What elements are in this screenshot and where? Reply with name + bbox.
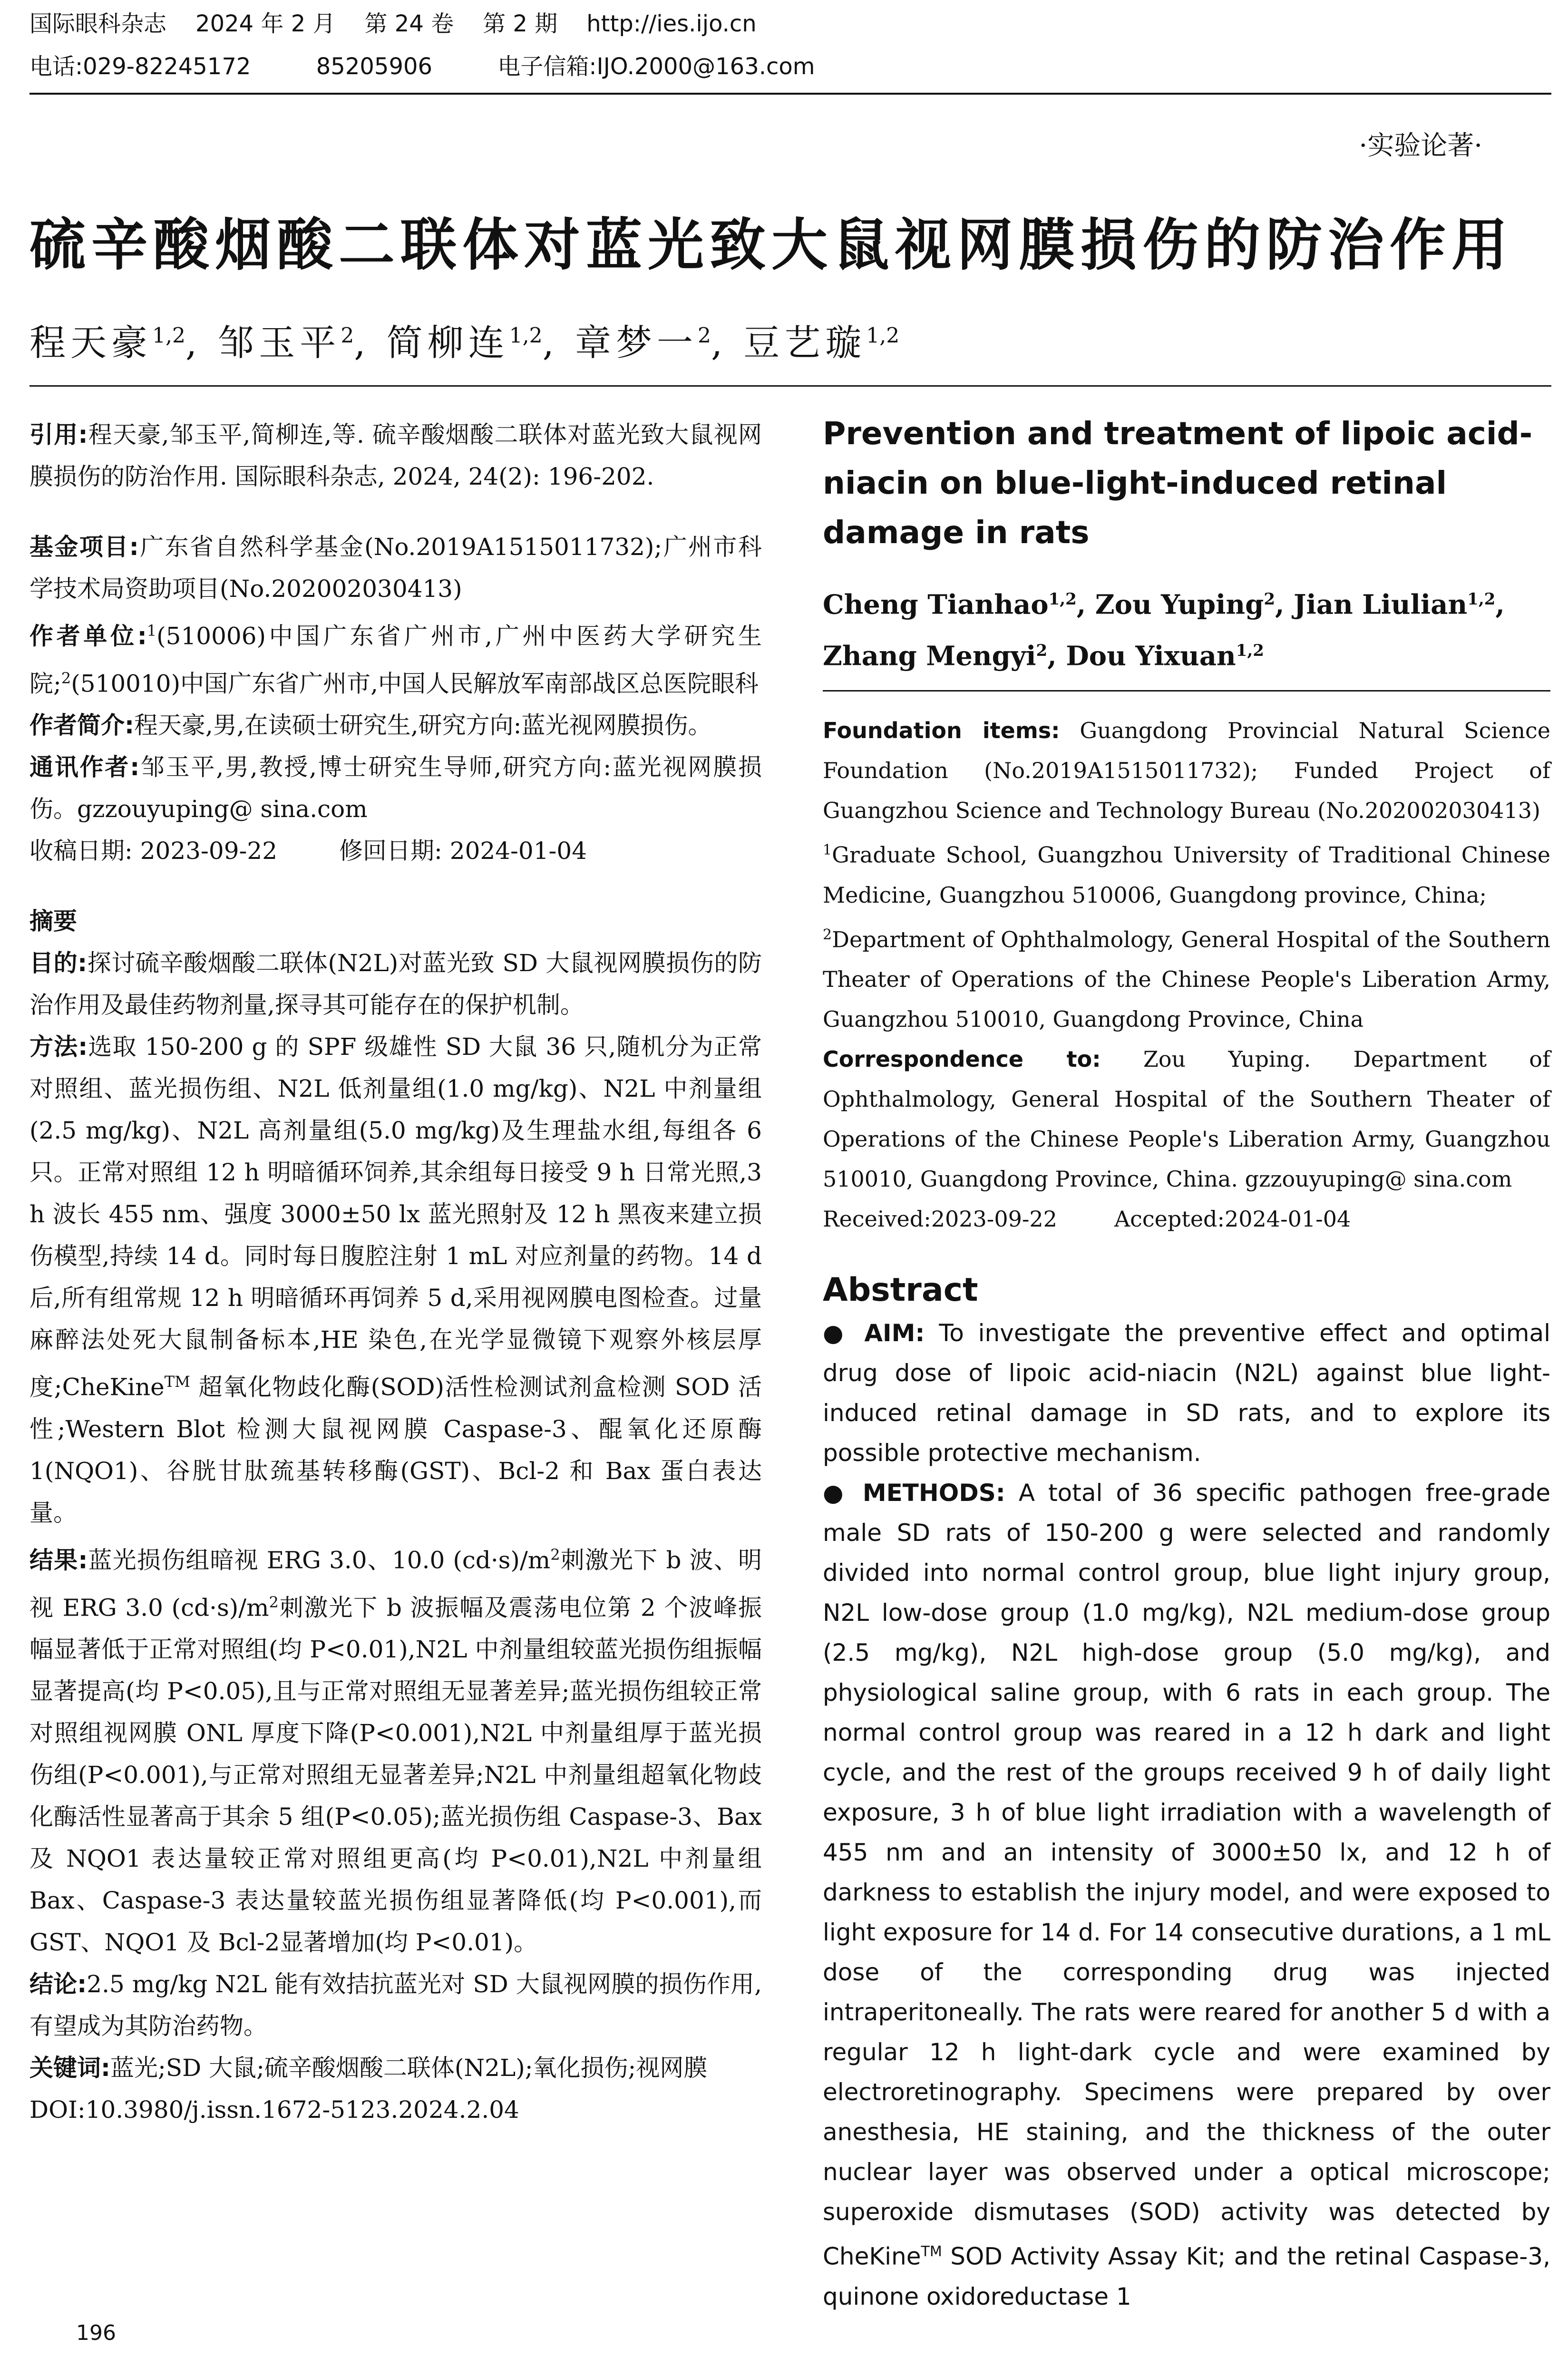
- author-affiliation-mark: 2: [1036, 641, 1048, 660]
- title-rule: [29, 385, 1551, 387]
- article-title: 硫辛酸烟酸二联体对蓝光致大鼠视网膜损伤的防治作用: [29, 212, 1514, 278]
- abstract-methods-en: ● METHODS: A total of 36 specific pathogen free-grade male SD rats of 150-200 g were selected and randomly divided into normal control group, blue light injury group, N2L low-dose group (1.0 mg/kg), N2L medium-dose group (2.5 mg/kg), N2L high-dose group (5.0 mg/kg), and physiological saline group, with 6 rats in each group. The normal control group was reared in a 12 h dark and light cycle, and the rest of the groups received 9 h of daily light exposure, 3 h of blue light irradiation with a wavelength of 455 nm and an intensity of 3000±50 lx, and 12 h of darkness to establish the injury model, and were exposed to light exposure for 14 d. For 14 consecutive durations, a 1 mL dose of the corresponding drug was injected intraperitoneally. The rats were reared for another 5 d with a regular 12 h light-dark cycle and were examined by electroretinography. Specimens were prepared by over anesthesia, HE staining, and the thickness of the outer nuclear layer was observed under a optical microscope; superoxide dismutases (SOD) activity was detected by CheKine™ SOD Activity Assay Kit; and the retinal Caspase-3, quinone oxidoreductase 1: [823, 1479, 1550, 2310]
- author-name: 邹玉平: [218, 321, 341, 364]
- author-name: Zou Yuping: [1095, 589, 1264, 621]
- correspondence: Correspondence to: Zou Yuping. Department of Ophthalmology, General Hospital of the Southern Theater of Operations of the Chinese People's Liberation Army, Guangzhou 510010, Guangdong Province, China. gzzouyuping@ sina.com: [823, 1046, 1550, 1192]
- header-line-2: 电话:029-82245172 85205906 电子信箱:IJO.2000@163.com: [29, 53, 815, 80]
- author-affiliation-mark: 1,2: [1048, 590, 1077, 609]
- citation: 引用:程天豪,邹玉平,简柳连,等. 硫辛酸烟酸二联体对蓝光致大鼠视网膜损伤的防治作用. 国际眼科杂志, 2024, 24(2): 196-202.: [29, 421, 762, 490]
- foundation-items: Foundation items: Guangdong Provincial Natural Science Foundation (No.2019A1515011732); Funded Project of Guangzhou Science and Technology Bureau (No.202002030413): [823, 718, 1550, 824]
- author-name: 简柳连: [386, 321, 509, 364]
- english-dates: Received:2023-09-22 Accepted:2024-01-04: [823, 1206, 1351, 1232]
- abstract-heading-en: Abstract: [823, 1271, 978, 1309]
- left-column: [29, 414, 762, 2131]
- dates: 收稿日期: 2023-09-22 修回日期: 2024-01-04: [29, 837, 587, 865]
- corresponding-author: 通讯作者:邹玉平,男,教授,博士研究生导师,研究方向:蓝光视网膜损伤。gzzouyuping@ sina.com: [29, 753, 762, 823]
- keywords-cn: 关键词:蓝光;SD 大鼠;硫辛酸烟酸二联体(N2L);氧化损伤;视网膜: [29, 2054, 708, 2082]
- abstract-aim-cn: 目的:探讨硫辛酸烟酸二联体(N2L)对蓝光致 SD 大鼠视网膜损伤的防治作用及最佳药物剂量,探寻其可能存在的保护机制。: [29, 949, 762, 1019]
- doi[interactable]: DOI:10.3980/j.issn.1672-5123.2024.2.04: [29, 2096, 519, 2124]
- author-affiliation-mark: 1,2: [509, 323, 543, 348]
- author-name: 章梦一: [575, 321, 698, 364]
- header-rule: [29, 93, 1551, 95]
- author-name: 程天豪: [29, 321, 152, 364]
- author-bio: 作者简介:程天豪,男,在读硕士研究生,研究方向:蓝光视网膜损伤。: [29, 711, 712, 740]
- author-affiliation-mark: 1,2: [1467, 590, 1496, 609]
- abstract-heading-cn: 摘要: [29, 907, 77, 935]
- author-affiliation-mark: 2: [697, 323, 711, 348]
- author-name: Zhang Mengyi: [823, 640, 1036, 672]
- author-list-en: Cheng Tianhao$^{1,2}$, Zou Yuping$^2$, Jian Liulian$^{1,2}$, Zhang Mengyi$^2$, Dou Yixuan$^{1,2}$: [823, 589, 1505, 672]
- affiliation-1: $^1$Graduate School, Guangzhou University of Traditional Chinese Medicine, Guangzhou 510006, Guangdong province, China;: [823, 842, 1550, 908]
- affiliation-2: $^2$Department of Ophthalmology, General Hospital of the Southern Theater of Operations of the Chinese People's Liberation Army, Guangzhou 510010, Guangdong Province, China: [823, 926, 1550, 1032]
- right-column: [823, 409, 1550, 2317]
- abstract-conclusion-cn: 结论:2.5 mg/kg N2L 能有效拮抗蓝光对 SD 大鼠视网膜的损伤作用,有望成为其防治药物。: [29, 1970, 762, 2040]
- abstract-methods-cn: 方法:选取 150-200 g 的 SPF 级雄性 SD 大鼠 36 只,随机分为正常对照组、蓝光损伤组、N2L 低剂量组(1.0 mg/kg)、N2L 中剂量组(2.5 mg/kg)、N2L 高剂量组(5.0 mg/kg)及生理盐水组,每组各 6 只。正常对照组 12 h 明暗循环饲养,其余组每日接受 9 h 日常光照,3 h 波长 455 nm、强度 3000±50 lx 蓝光照射及 12 h 黑夜来建立损伤模型,持续 14 d。同时每日腹腔注射 1 mL 对应剂量的药物。14 d后,所有组常规 12 h 明暗循环再饲养 5 d,采用视网膜电图检查。过量麻醉法处死大鼠制备标本,HE 染色,在光学显微镜下观察外核层厚度;CheKine™ 超氧化物歧化酶(SOD)活性检测试剂盒检测 SOD 活性;Western Blot 检测大鼠视网膜 Caspase-3、醌氧化还原酶 1(NQO1)、谷胱甘肽巯基转移酶(GST)、Bcl-2 和 Bax 蛋白表达量。: [29, 1033, 762, 1527]
- author-name: 豆艺璇: [743, 321, 867, 364]
- author-affiliation-mark: 1,2: [866, 323, 900, 348]
- author-affiliation-mark: 1,2: [1236, 641, 1264, 660]
- article-category: ·实验论著·: [1359, 130, 1482, 161]
- author-units: 作者单位:$^1$(510006)中国广东省广州市,广州中医药大学研究生院;$^2$(510010)中国广东省广州市,中国人民解放军南部战区总医院眼科: [29, 622, 762, 698]
- author-affiliation-mark: 1,2: [152, 323, 185, 348]
- author-list-cn: 程天豪$^{1,2}$, 邹玉平$^2$, 简柳连$^{1,2}$, 章梦一$^2$, 豆艺璇$^{1,2}$: [29, 321, 900, 364]
- page-number: 196: [76, 2321, 116, 2345]
- english-front-matter: [823, 711, 1550, 1239]
- author-name: Cheng Tianhao: [823, 589, 1049, 621]
- author-affiliation-mark: 2: [341, 323, 354, 348]
- header-line-1: 国际眼科杂志 2024 年 2 月 第 24 卷 第 2 期 http://ies.ijo.cn: [29, 10, 757, 37]
- fund-info: 基金项目:广东省自然科学基金(No.2019A1515011732);广州市科学技术局资助项目(No.202002030413): [29, 533, 762, 603]
- author-name: Jian Liulian: [1293, 589, 1468, 621]
- author-name: Dou Yixuan: [1066, 640, 1236, 672]
- author-affiliation-mark: 2: [1264, 590, 1275, 609]
- abstract-results-cn: 结果:蓝光损伤组暗视 ERG 3.0、10.0 $(cd\cdot s)/m^2$刺激光下 b 波、明视 ERG 3.0 $(cd\cdot s)/m^2$刺激光下 b 波振幅及震荡电位第 2 个波峰振幅显著低于正常对照组(均 P<0.01),N2L 中剂量组较蓝光损伤组振幅显著提高(均 P<0.05),且与正常对照组无显著差异;蓝光损伤组较正常对照组视网膜 ONL 厚度下降(P<0.001),N2L 中剂量组厚于蓝光损伤组(P<0.001),与正常对照组无显著差异;N2L 中剂量组超氧化物歧化酶活性显著高于其余 5 组(P<0.05);蓝光损伤组 Caspase-3、Bax 及 NQO1 表达量较正常对照组更高(均 P<0.01),N2L 中剂量组 Bax、Caspase-3 表达量较蓝光损伤组显著降低(均 P<0.001),而 GST、NQO1 及 Bcl-2显著增加(均 P<0.01)。: [29, 1545, 762, 1957]
- english-title: Prevention and treatment of lipoic acid-niacin on blue-light-induced retinal damage in rats: [823, 415, 1533, 551]
- abstract-aim-en: ● AIM: To investigate the preventive effect and optimal drug dose of lipoic acid-niacin (N2L) against blue light-induced retinal damage in SD rats, and to explore its possible protective mechanism.: [823, 1319, 1550, 1467]
